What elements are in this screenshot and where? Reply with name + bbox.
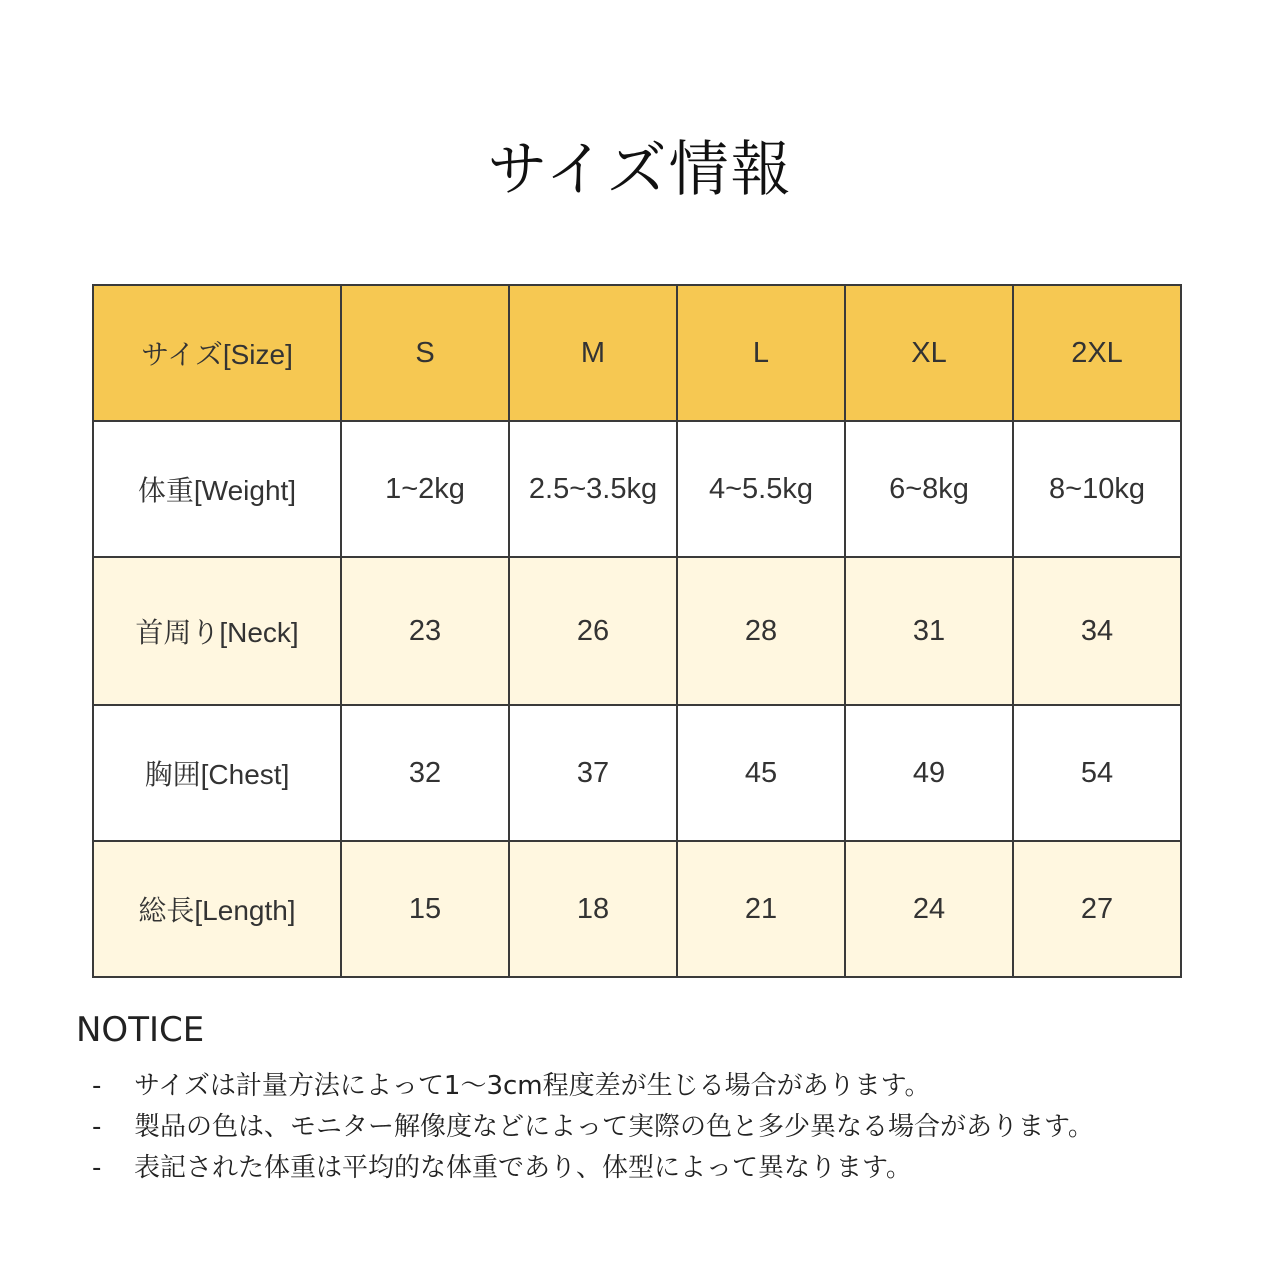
table-cell: 37: [509, 705, 677, 841]
table-cell: 45: [677, 705, 845, 841]
bullet-dash: -: [92, 1112, 102, 1142]
table-cell: 28: [677, 557, 845, 705]
notice-item: [92, 1066, 1272, 1107]
table-cell: 34: [1013, 557, 1181, 705]
notice-text: サイズは計量方法によって1～3cm程度差が生じる場合があります。: [134, 1071, 931, 1101]
header-cell-xl: XL: [845, 285, 1013, 421]
table-header-row: [93, 285, 1181, 421]
header-cell-s: S: [341, 285, 509, 421]
row-label: 体重[Weight]: [93, 421, 341, 557]
table-cell: 32: [341, 705, 509, 841]
notice-text: 製品の色は、モニター解像度などによって実際の色と多少異なる場合があります。: [134, 1112, 1094, 1142]
table-cell: 21: [677, 841, 845, 977]
header-cell-m: M: [509, 285, 677, 421]
header-cell-2xl: 2XL: [1013, 285, 1181, 421]
row-label: 総長[Length]: [93, 841, 341, 977]
notice-item: [92, 1148, 1272, 1189]
header-cell-size: サイズ[Size]: [93, 285, 341, 421]
table-row-neck: [93, 557, 1181, 705]
table-cell: 54: [1013, 705, 1181, 841]
table-cell: 31: [845, 557, 1013, 705]
notice-text: 表記された体重は平均的な体重であり、体型によって異なります。: [134, 1153, 912, 1183]
header-cell-l: L: [677, 285, 845, 421]
size-table: [92, 284, 1182, 978]
table-cell: 49: [845, 705, 1013, 841]
notice-list: [92, 1066, 1272, 1189]
notice-item: [92, 1107, 1272, 1148]
bullet-dash: -: [92, 1071, 102, 1101]
table-row-length: [93, 841, 1181, 977]
table-cell: 6~8kg: [845, 421, 1013, 557]
table-row-weight: [93, 421, 1181, 557]
table-cell: 27: [1013, 841, 1181, 977]
notice-heading: NOTICE: [76, 1010, 205, 1050]
table-cell: 26: [509, 557, 677, 705]
table-cell: 4~5.5kg: [677, 421, 845, 557]
table-cell: 1~2kg: [341, 421, 509, 557]
table-cell: 23: [341, 557, 509, 705]
table-row-chest: [93, 705, 1181, 841]
table-cell: 15: [341, 841, 509, 977]
table-cell: 8~10kg: [1013, 421, 1181, 557]
table-cell: 18: [509, 841, 677, 977]
table-cell: 2.5~3.5kg: [509, 421, 677, 557]
bullet-dash: -: [92, 1153, 102, 1183]
row-label: 胸囲[Chest]: [93, 705, 341, 841]
page-title: サイズ情報: [487, 135, 793, 205]
table-cell: 24: [845, 841, 1013, 977]
row-label: 首周り[Neck]: [93, 557, 341, 705]
